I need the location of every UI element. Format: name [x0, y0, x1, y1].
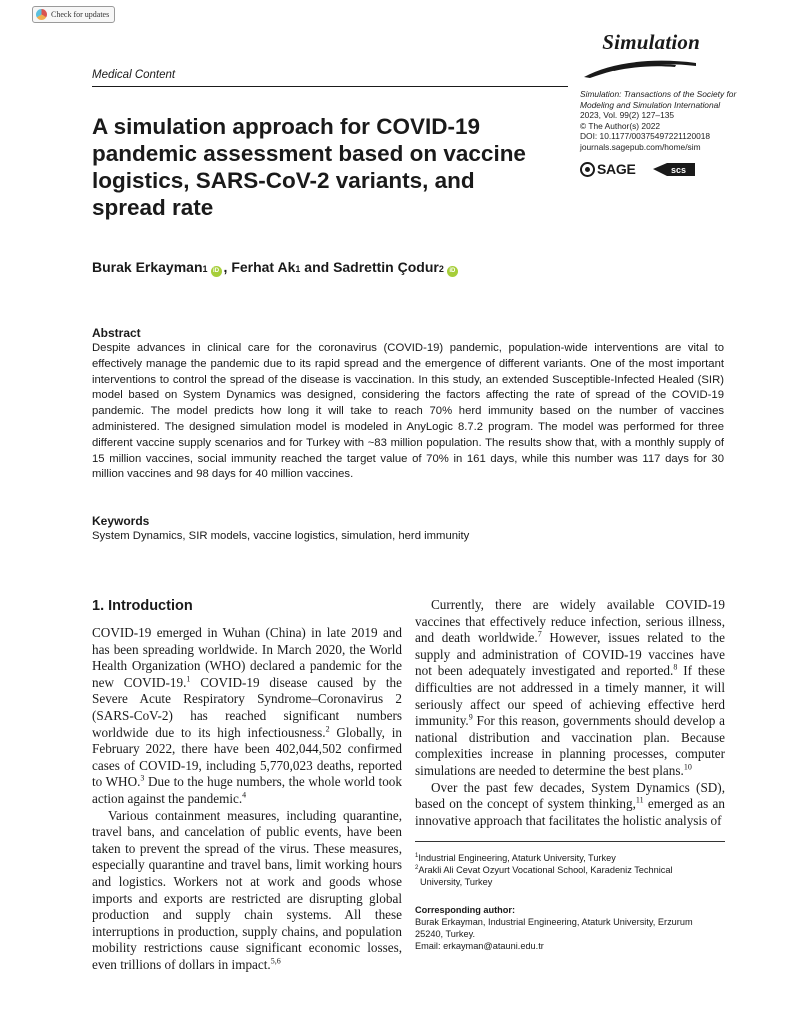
corresponding-author [415, 904, 725, 952]
author-separator: , [223, 259, 232, 275]
journal-name: Simulation [602, 30, 700, 54]
text-run: Globally, in February 2022, there have been 402,044,502 confirmed cases of COVID-19, including 5,770,023 deaths, reported to WHO. [92, 724, 402, 790]
keywords-text: System Dynamics, SIR models, vaccine logistics, simulation, herd immunity [92, 530, 470, 542]
affiliation-number: 1 [415, 852, 419, 859]
journal-url-link[interactable]: journals.sagepub.com/home/sim [580, 141, 701, 152]
text-run: COVID-19 disease caused by the Severe Acute Respiratory Syndrome–Coronavirus 2 (SARS-CoV-2) has reached significant numbers worldwide due to its high infectiousness. [92, 674, 402, 740]
corresponding-author-email-link[interactable]: Email: erkayman@atauni.edu.tr [415, 941, 544, 951]
journal-info-line: Simulation: Transactions of the Society for [580, 89, 737, 99]
corresponding-author-line: 25240, Turkey. [415, 929, 476, 939]
paragraph [415, 780, 725, 830]
journal-logo [580, 30, 700, 84]
affiliations [415, 852, 725, 888]
journal-info-line: Modeling and Simulation International [580, 99, 721, 110]
reference-link[interactable]: 5,6 [270, 956, 281, 966]
publisher-logos [580, 160, 697, 178]
scs-society-logo-icon [653, 160, 697, 178]
reference-link[interactable]: 1 [186, 674, 191, 684]
reference-link[interactable]: 7 [537, 629, 542, 639]
scs-label: scs [671, 165, 687, 175]
text-run: However, issues related to the supply and administration of COVID-19 vaccines have not been adequately investigated and reported. [415, 630, 725, 679]
text-run: If these difficulties are not addressed in a timely manner, it will seriously affect our speed of achieving effective herd immunity. [415, 663, 725, 729]
text-run: COVID-19 emerged in Wuhan (China) in late 2019 and has been spreading worldwide. In March 2020, the World Health Organization (WHO) declared a pandemic for the new COVID-19. [92, 625, 402, 690]
sage-mark-icon [580, 162, 595, 177]
text-run: Over the past few decades, System Dynamics (SD), based on the concept of system thinking, [415, 779, 725, 812]
journal-info-line: © The Author(s) 2022 [580, 120, 661, 131]
paper-title: A simulation approach for COVID-19 pandemic assessment based on vaccine logistics, SARS-CoV-2 variants, and spread rate [92, 114, 526, 220]
abstract-heading: Abstract [92, 326, 141, 340]
text-run: Various containment measures, including quarantine, travel bans, and cancelation of public events, have been taken to prevent the spread of the virus. These measures, especially quarantine and travel bans, limit working hours and logistics. Workers not at work and goods whose imports and exports are restricted are disrupting global production and supply chain systems. All these interruptions in production, supply chains, and population mobility restrictions cause significant economic losses, even trillions of dollars in impact. [92, 807, 402, 972]
journal-swoosh-icon [580, 55, 700, 79]
crossmark-icon [36, 9, 47, 20]
affiliation [415, 852, 725, 864]
reference-link[interactable]: 3 [140, 773, 145, 783]
paragraph [92, 625, 402, 808]
text-run: Due to the huge numbers, the whole world took action against the pandemic. [92, 774, 402, 806]
text-run: For this reason, governments should develop a national distribution and vaccination plan. Because complexities increase in planning processes, computer simulations are needed to determine the best plans. [415, 713, 725, 778]
journal-info [580, 89, 740, 152]
reference-link[interactable]: 4 [242, 790, 247, 800]
affiliation-continued: University, Turkey [420, 877, 493, 887]
paragraph [415, 597, 725, 780]
affiliation [415, 864, 725, 876]
right-column [415, 597, 725, 829]
text-run: emerged as an innovative approach that facilitates the holistic analysis of [415, 796, 725, 828]
header-divider [92, 86, 568, 87]
reference-link[interactable]: 11 [635, 795, 644, 805]
abstract-text: Despite advances in clinical care for the coronavirus (COVID-19) pandemic, population-wide interventions are vital to effectively manage the pandemic due to its rapid spread and the emergence of different variants. One of the most important interventions to control the spread of the disease is vaccination. In this study, an extended Susceptible-Infected Healed (SIR) model based on System Dynamics was designed, considering the factors affecting the rate of spread of the COVID-19 pandemic. The model predicts how long it will take to reach 70% herd immunity based on the number of vaccines administered. The designed simulation model is modeled in AnyLogic 8.7.2 program. The model was performed for three different vaccine supply scenarios and for Turkey with ~83 million population. The results show that, with a monthly supply of 15 million vaccines, social immunity reached the target value of 70% in 161 days, while this number was 117 days for 30 million vaccines and 98 days for 40 million vaccines. [92, 342, 724, 481]
reference-link[interactable]: 8 [673, 662, 678, 672]
author-name: Burak Erkayman [92, 259, 203, 275]
reference-link[interactable]: 10 [683, 762, 692, 772]
author-name: Sadrettin Çodur [333, 259, 439, 275]
reference-link[interactable]: 9 [468, 712, 473, 722]
reference-link[interactable]: 2 [325, 724, 330, 734]
journal-info-line: 2023, Vol. 99(2) 127–135 [580, 110, 675, 120]
check-for-updates-button[interactable] [32, 6, 115, 23]
affiliation-number: 2 [415, 864, 419, 871]
author-list: Burak Erkayman 1 iD , Ferhat Ak 1 and Sadrettin Çodur 2 iD [92, 259, 460, 277]
section-label: Medical Content [92, 69, 176, 81]
orcid-icon[interactable]: iD [211, 266, 222, 277]
affiliation-text: Industrial Engineering, Ataturk University, Turkey [418, 853, 616, 863]
paragraph [92, 808, 402, 974]
footnote-divider [415, 841, 725, 842]
publisher-name: SAGE [597, 161, 636, 177]
left-column [92, 625, 402, 973]
affiliation-text: Arakli Ali Cevat Ozyurt Vocational School, Karadeniz Technical [418, 865, 673, 875]
doi[interactable]: DOI: 10.1177/00375497221120018 [580, 131, 711, 141]
sage-logo [580, 161, 635, 177]
orcid-icon[interactable]: iD [447, 266, 458, 277]
introduction-heading: 1. Introduction [92, 598, 193, 614]
keywords-heading: Keywords [92, 514, 150, 528]
check-updates-label: Check for updates [51, 10, 110, 19]
text-run: Currently, there are widely available COVID-19 vaccines that effectively reduce infection, serious illness, and death worldwide. [415, 597, 725, 646]
corresponding-author-heading: Corresponding author: [415, 905, 516, 915]
corresponding-author-line: Burak Erkayman, Industrial Engineering, Ataturk University, Erzurum [415, 917, 693, 927]
author-separator: and [300, 259, 334, 275]
author-name: Ferhat Ak [231, 259, 296, 275]
